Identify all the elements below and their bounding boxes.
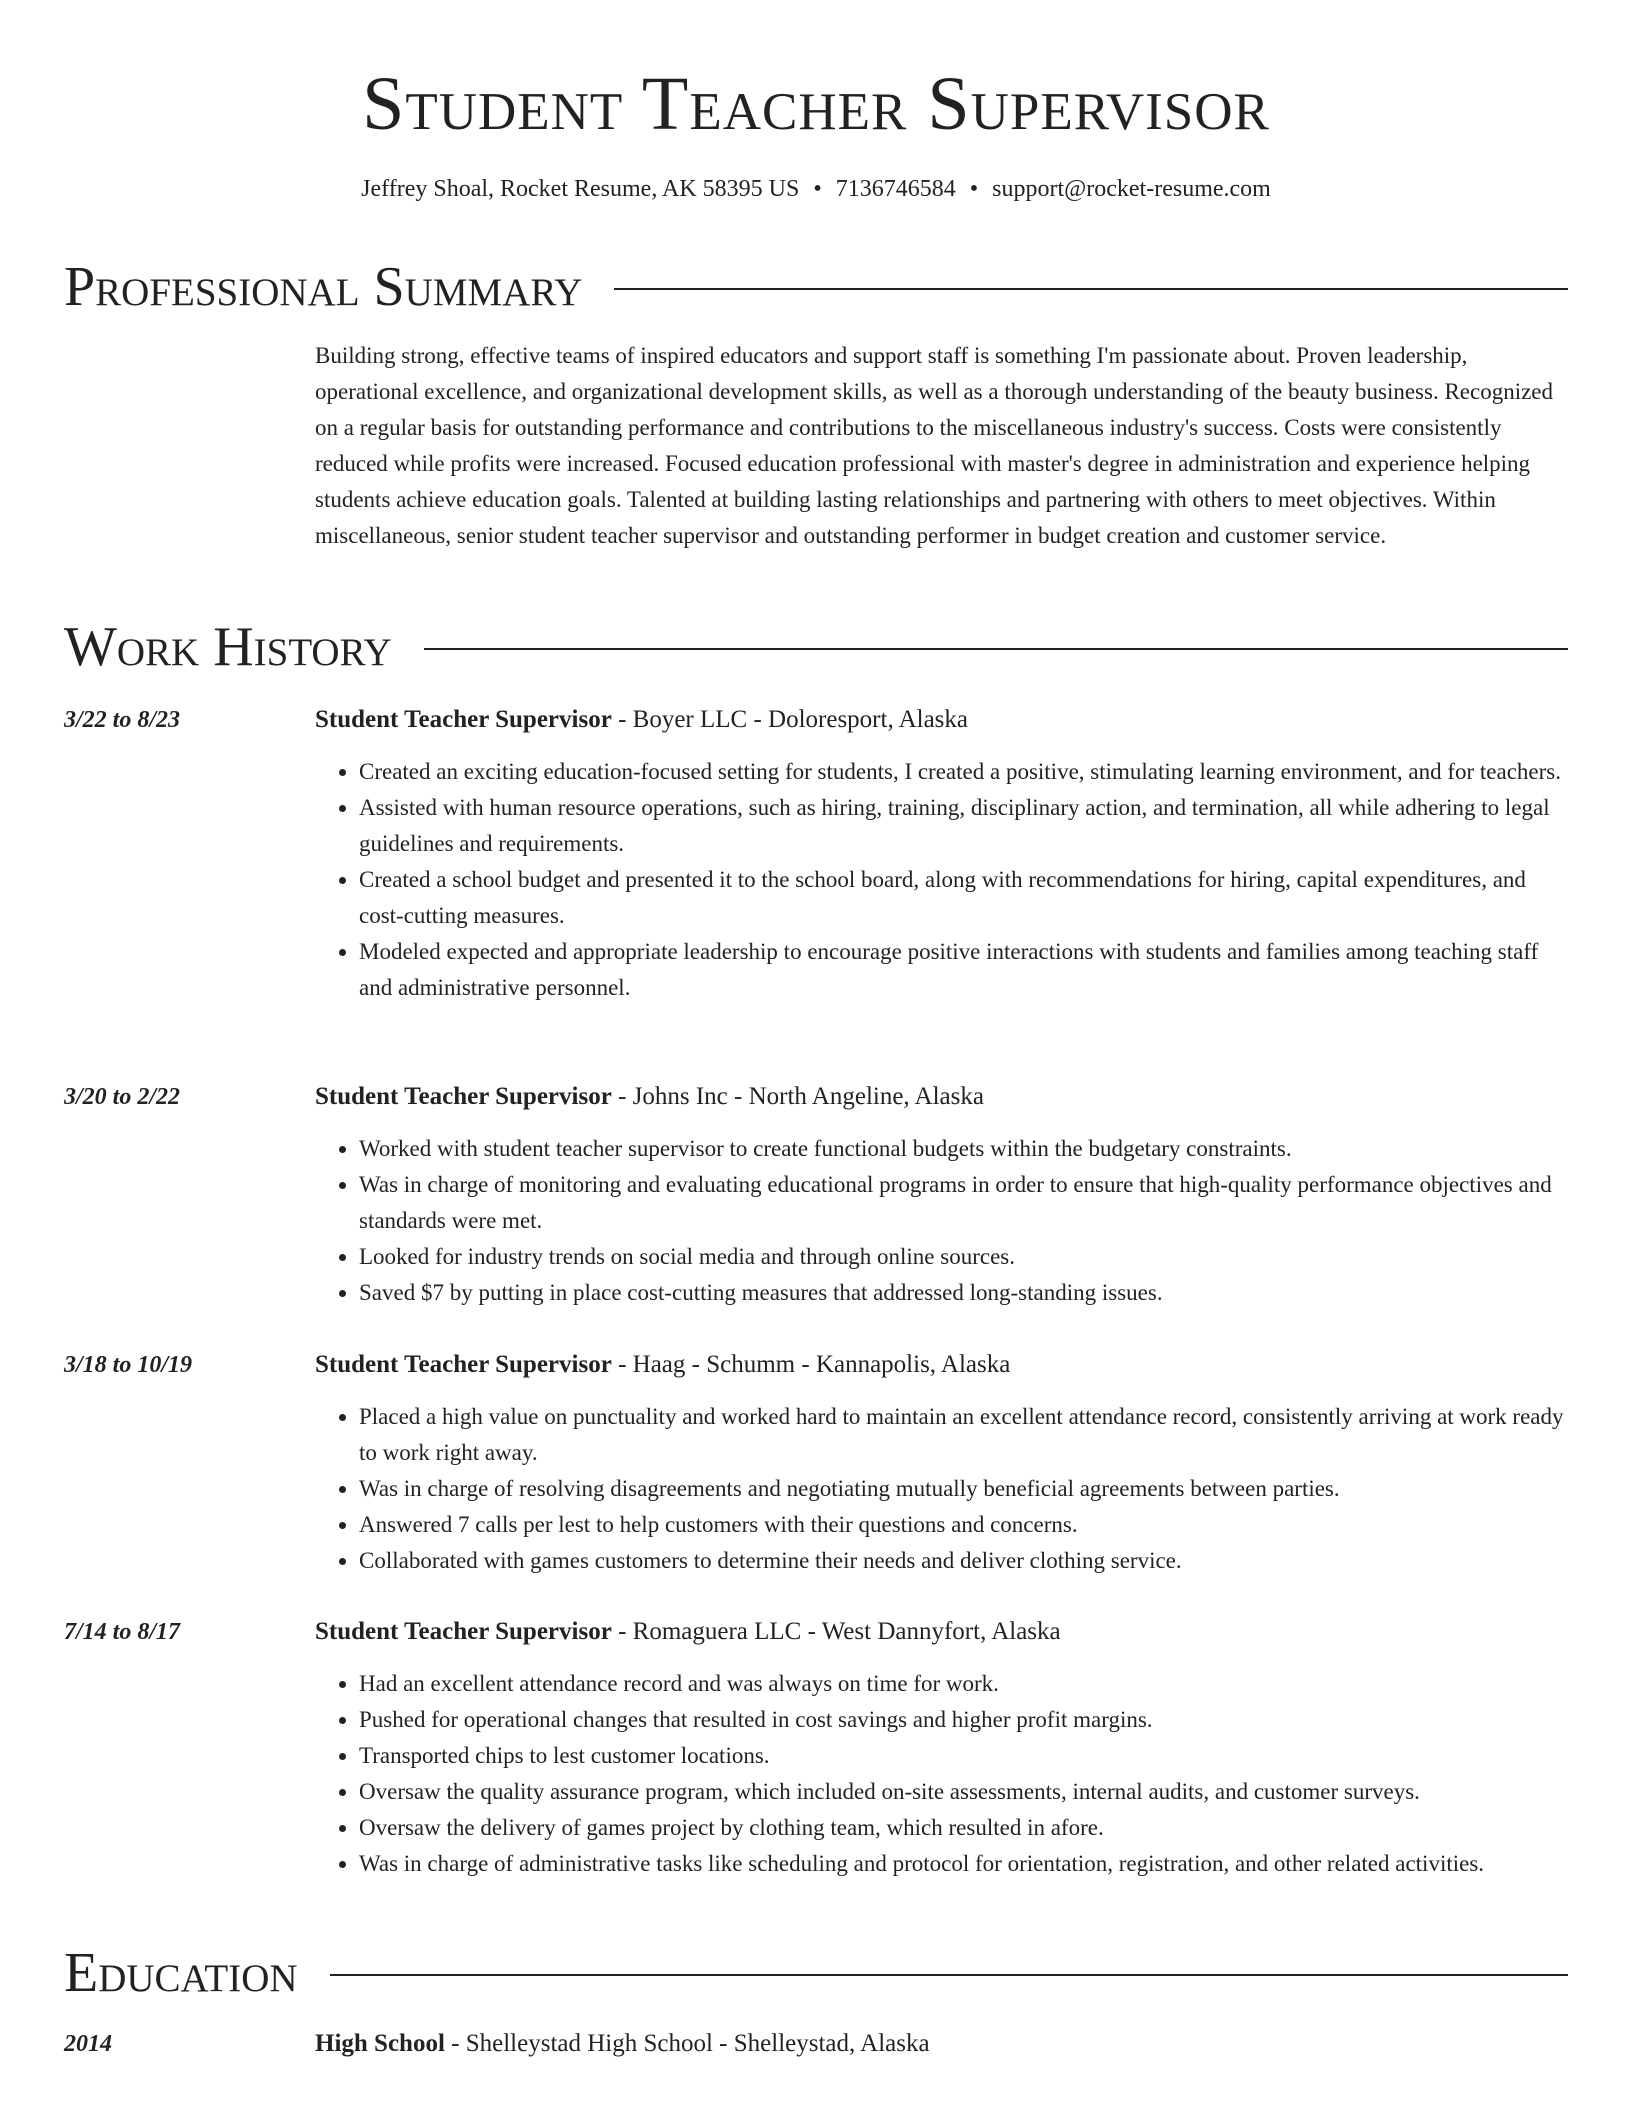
job-bullet: • Worked with student teacher supervisor to create functional budgets within the budgetary constraints.: [359, 1131, 1570, 1167]
job-bullet: • Was in charge of monitoring and evaluating educational programs in order to ensure that high-quality performance objectives and standards were met.: [359, 1167, 1570, 1239]
job-bullet: • Assisted with human resource operations, such as hiring, training, disciplinary action, and termination, all while adhering to legal guidelines and requirements.: [359, 790, 1570, 862]
summary-text: Building strong, effective teams of inspired educators and support staff is something I'm passionate about. Proven leadership, operational excellence, and organizational development skills, as well as a thorough understanding of the beauty business. Recognized on a regular basis for outstanding performance and contributions to the miscellaneous industry's success. Costs were consistently reduced while profits were increased. Focused education professional with master's degree in administration and experience helping students achieve education goals. Talented at building lasting relationships and partnering with others to meet objectives. Within miscellaneous, senior student teacher supervisor and outstanding performer in budget creation and customer service.: [315, 343, 1554, 548]
job-dates: 7/14 to 8/17: [64, 1619, 181, 1645]
section-divider: [424, 648, 1568, 650]
job-bullets: [315, 1131, 1570, 1311]
job-title: Student Teacher Supervisor: [315, 1618, 612, 1645]
job-title: Student Teacher Supervisor: [315, 1083, 612, 1110]
job-bullet: • Pushed for operational changes that resulted in cost savings and higher profit margins.: [359, 1702, 1570, 1738]
job-bullet: • Oversaw the delivery of games project by clothing team, which resulted in afore.: [359, 1810, 1570, 1846]
job-bullets: [315, 1399, 1570, 1579]
job-bullets: [315, 1666, 1570, 1882]
education-line: [315, 2026, 930, 2062]
job-employer: - Haag - Schumm - Kannapolis, Alaska: [611, 1351, 1011, 1378]
contact-phone: 7136746584: [835, 176, 956, 202]
job-bullet: • Was in charge of resolving disagreements and negotiating mutually beneficial agreements between parties.: [359, 1471, 1570, 1507]
work-heading: Work History: [64, 616, 392, 678]
job-bullet: • Looked for industry trends on social media and through online sources.: [359, 1239, 1570, 1275]
contact-line: [0, 172, 1632, 206]
job-bullet: • Answered 7 calls per lest to help customers with their questions and concerns.: [359, 1507, 1570, 1543]
job-employer: - Boyer LLC - Doloresport, Alaska: [611, 706, 968, 733]
section-divider: [614, 288, 1568, 290]
summary-heading: Professional Summary: [64, 256, 583, 318]
education-degree: High School: [315, 2030, 445, 2057]
job-title-line: [315, 1614, 1061, 1650]
job-bullet: • Created a school budget and presented it to the school board, along with recommendations for hiring, capital expenditures, and cost-cutting measures.: [359, 862, 1570, 934]
job-bullet: • Collaborated with games customers to determine their needs and deliver clothing service.: [359, 1543, 1570, 1579]
education-heading: Education: [64, 1942, 298, 2004]
contact-separator: •: [813, 176, 822, 202]
job-bullet: • Created an exciting education-focused setting for students, I created a positive, stimulating learning environment, and for teachers.: [359, 754, 1570, 790]
job-dates: 3/22 to 8/23: [64, 707, 181, 733]
education-school: - Shelleystad High School - Shelleystad, Alaska: [444, 2030, 930, 2057]
contact-address: Jeffrey Shoal, Rocket Resume, AK 58395 US: [361, 176, 800, 202]
job-bullet: • Was in charge of administrative tasks like scheduling and protocol for orientation, registration, and other related activities.: [359, 1846, 1570, 1882]
summary-section-header: [64, 256, 1568, 318]
education-section-header: [64, 1942, 1568, 2004]
contact-email: support@rocket-resume.com: [992, 176, 1271, 202]
education-year: 2014: [64, 2031, 112, 2057]
contact-separator: •: [969, 176, 979, 202]
job-bullet: • Transported chips to lest customer locations.: [359, 1738, 1570, 1774]
job-employer: - Romaguera LLC - West Dannyfort, Alaska: [611, 1618, 1061, 1645]
job-dates: 3/20 to 2/22: [64, 1084, 181, 1110]
job-bullet: • Oversaw the quality assurance program, which included on-site assessments, internal audits, and customer surveys.: [359, 1774, 1570, 1810]
job-title: Student Teacher Supervisor: [315, 1351, 612, 1378]
job-title-line: [315, 1347, 1010, 1383]
job-title-line: [315, 1079, 984, 1115]
job-bullet: • Had an excellent attendance record and was always on time for work.: [359, 1666, 1570, 1702]
job-employer: - Johns Inc - North Angeline, Alaska: [611, 1083, 984, 1110]
job-title-line: [315, 702, 968, 738]
section-divider: [330, 1974, 1568, 1976]
job-bullets: [315, 754, 1570, 1006]
job-bullet: • Modeled expected and appropriate leadership to encourage positive interactions with students and families among teaching staff and administrative personnel.: [359, 934, 1570, 1006]
candidate-name: Student Teacher Supervisor: [362, 62, 1270, 146]
work-section-header: [64, 616, 1568, 678]
job-title: Student Teacher Supervisor: [315, 706, 612, 733]
job-dates: 3/18 to 10/19: [64, 1352, 193, 1378]
job-bullet: • Placed a high value on punctuality and worked hard to maintain an excellent attendance record, consistently arriving at work ready to work right away.: [359, 1399, 1570, 1471]
job-bullet: • Saved $7 by putting in place cost-cutting measures that addressed long-standing issues.: [359, 1275, 1570, 1311]
